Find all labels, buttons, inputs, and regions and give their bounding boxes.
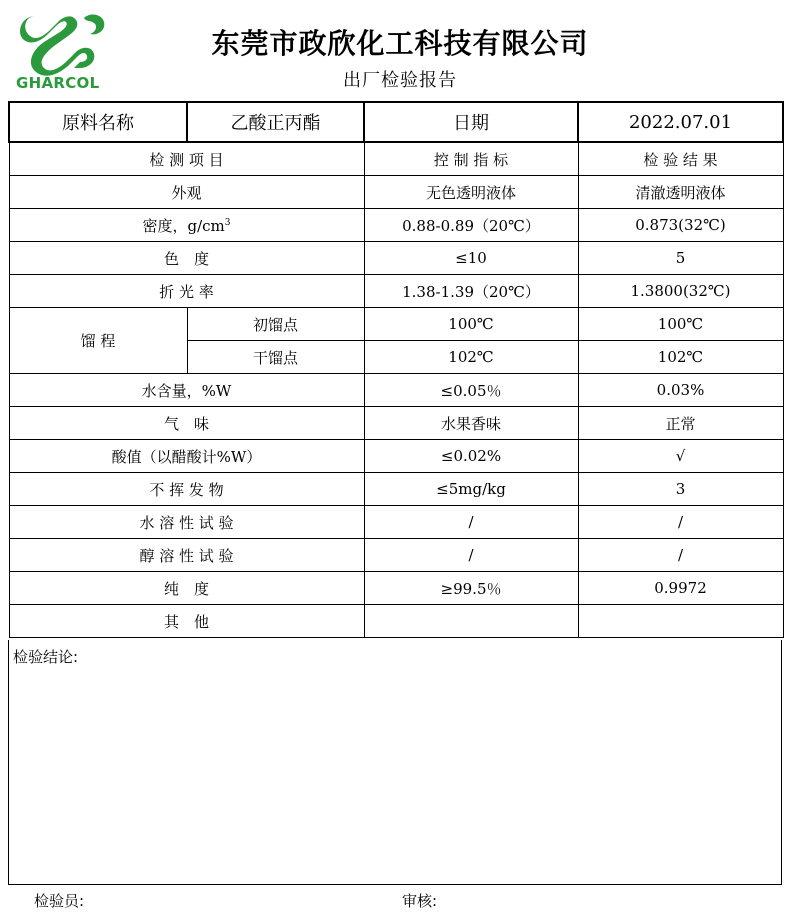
spec-value: / (364, 506, 578, 539)
spec-value: ≤5mg/kg (364, 473, 578, 506)
material-value: 乙酸正丙酯 (187, 102, 364, 142)
reviewer-label: 审核: (402, 892, 438, 910)
item-label: 外观 (9, 176, 364, 209)
item-label: 其 他 (9, 605, 364, 638)
result-value: 1.3800(32℃) (578, 275, 783, 308)
density-label-text: 密度，g/cm (142, 216, 225, 235)
result-value: 0.03% (578, 374, 783, 407)
info-row (9, 102, 783, 142)
material-label: 原料名称 (9, 102, 187, 142)
spec-value: 102℃ (364, 341, 578, 374)
result-value: 清澈透明液体 (578, 176, 783, 209)
table-row (9, 440, 783, 473)
report-table (8, 101, 784, 638)
column-result-header: 检 验 结 果 (578, 142, 783, 176)
spec-value: 水果香味 (364, 407, 578, 440)
table-row (9, 506, 783, 539)
column-header-row (9, 142, 783, 176)
item-label: 水含量，%W (9, 374, 364, 407)
result-value: 0.9972 (578, 572, 783, 605)
report-title: 出厂检验报告 (343, 70, 457, 91)
result-value: / (578, 506, 783, 539)
table-row (9, 308, 783, 341)
date-label: 日期 (364, 102, 578, 142)
result-value: 102℃ (578, 341, 783, 374)
spec-value: / (364, 539, 578, 572)
spec-value: 1.38-1.39（20℃） (364, 275, 578, 308)
table-row (9, 572, 783, 605)
inspector-label: 检验员: (34, 892, 85, 910)
result-value: 5 (578, 242, 783, 275)
item-label: 干馏点 (187, 341, 364, 374)
spec-value: 无色透明液体 (364, 176, 578, 209)
result-value: / (578, 539, 783, 572)
result-value: √ (578, 440, 783, 473)
conclusion-label: 检验结论: (13, 648, 79, 666)
item-label (9, 209, 364, 242)
spec-value: ≥99.5％ (364, 572, 578, 605)
result-value: 正常 (578, 407, 783, 440)
table-row (9, 407, 783, 440)
table-row (9, 605, 783, 638)
spec-value (364, 605, 578, 638)
item-label: 不 挥 发 物 (9, 473, 364, 506)
table-row (9, 275, 783, 308)
table-row (9, 242, 783, 275)
table-row (9, 539, 783, 572)
item-label: 醇 溶 性 试 验 (9, 539, 364, 572)
conclusion-box (8, 640, 782, 885)
date-value: 2022.07.01 (578, 102, 783, 142)
result-value: 100℃ (578, 308, 783, 341)
spec-value: 0.88-0.89（20℃） (364, 209, 578, 242)
table-row (9, 176, 783, 209)
spec-value: 100℃ (364, 308, 578, 341)
spec-value: ≤10 (364, 242, 578, 275)
column-item-header: 检 测 项 目 (9, 142, 364, 176)
logo-text: GHARCOL (16, 74, 100, 92)
item-label: 纯 度 (9, 572, 364, 605)
distillation-label: 馏 程 (9, 308, 187, 374)
spec-value: ≤0.02% (364, 440, 578, 473)
column-spec-header: 控 制 指 标 (364, 142, 578, 176)
table-row (9, 374, 783, 407)
result-value (578, 605, 783, 638)
density-superscript: 3 (224, 217, 231, 228)
item-label: 气 味 (9, 407, 364, 440)
spec-value: ≤0.05％ (364, 374, 578, 407)
result-value: 0.873(32℃) (578, 209, 783, 242)
item-label: 初馏点 (187, 308, 364, 341)
item-label: 水 溶 性 试 验 (9, 506, 364, 539)
company-name: 东莞市政欣化工科技有限公司 (211, 27, 589, 60)
item-label: 折 光 率 (9, 275, 364, 308)
result-value: 3 (578, 473, 783, 506)
item-label: 酸值（以醋酸计%W） (9, 440, 364, 473)
item-label: 色 度 (9, 242, 364, 275)
table-row (9, 473, 783, 506)
table-row (9, 209, 783, 242)
